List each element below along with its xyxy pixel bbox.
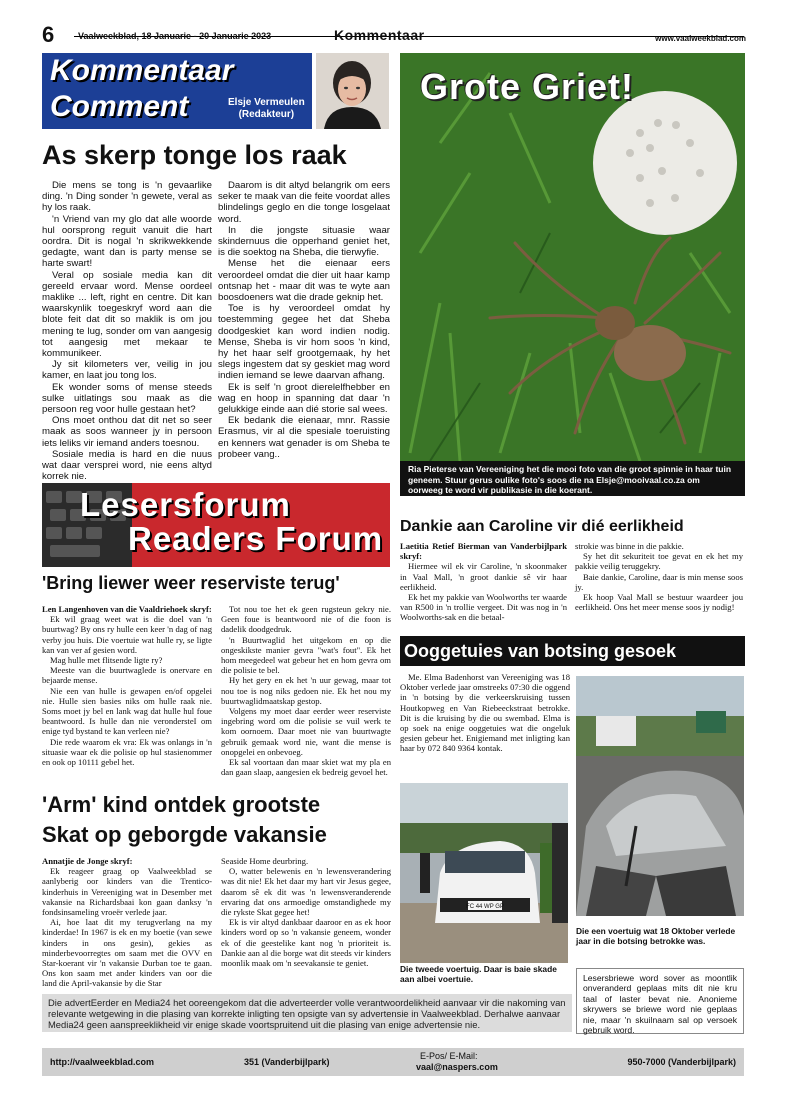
- spider-caption: Ria Pieterse van Vereeniging het die mooi foto van die groot spinnie in haar tuin geneem. Stuur gerus oulike foto's soos die na Elsje@mooivaal.co.za om oorweeg te word vir publikasie in die koerant.: [400, 461, 745, 496]
- footer-bar: [42, 1048, 744, 1076]
- paragraph: Ons moet onthou dat dit net so seer maak as soos wanneer jy in persoon iets leliks vir iemand anders toesnou.: [42, 415, 212, 449]
- footer-email-label: E-Pos/ E-Mail:: [420, 1051, 478, 1061]
- letter-author: Annatjie de Jonge skryf:: [42, 856, 133, 866]
- comment-title: Comment: [50, 90, 189, 123]
- arm-column-1: [42, 856, 212, 989]
- crash-photo-2: [400, 783, 568, 963]
- paragraph: Toe is hy veroordeel omdat hy toestemming gegee het dat Sheba doodgeskiet kan word indien nodig. Mense, Sheba is vir hom soos 'n kind, hy het haar self grootgemaak, hy het slegs ingestem dat sy geskiet mag word indien iemand se lewe daarvan afhang.: [218, 303, 390, 382]
- masthead-url[interactable]: www.vaalweekblad.com: [655, 34, 746, 43]
- paragraph: Nie een van hulle is gewapen en/of opgelei nie. Hulle sien basies niks om hulle raak nie. Soms moet jy bel en lank wag dat hulle hul foue beantwoord. Is hulle dan nie verondersteI om enige tyd bystand te kan verleen nie?: [42, 685, 212, 737]
- paragraph: Ek sal voortaan dan maar skiet wat my pla en dan gaan slaap, aangesien ek bedreig gevoel het.: [221, 757, 391, 778]
- advertiser-disclaimer: Die advertEerder en Media24 het ooreengekom dat die adverteerder volle verantwoordelikheid aanvaar vir die nakoming van relevante wetgewing in die plasing van korrekte inligting ten opsigte van sy advertensie in Vaalweekblad. Derhalwe aanvaar Media24 geen aanspreeklikheid vir enige skade voortspruitend uit die plasing van enige advertensie nie.: [42, 994, 572, 1032]
- paragraph: Ek wonder soms of mense steeds sulke uitlatings sou maak as die persoon reg voor hulle gestaan het?: [42, 381, 212, 416]
- editor-byline: [228, 97, 305, 120]
- editor-photo: [316, 53, 389, 129]
- paragraph: Veral op sosiale media kan dit gereeld ervaar word. Mense oordeel maklike ... left, right en centre. Dit kan waarskynlik toegeskryf word aan die blote feit dat dit so maklik is om jou mening te lug, sonder om van aangesig tot aangesig met mekaar te kommunikeer.: [42, 269, 212, 360]
- bring-column-1: [42, 604, 212, 784]
- paragraph: Hiermee wil ek vir Caroline, 'n skoonmaker in Vaal Mall, 'n groot dankie sê vir haar eerlikheid.: [400, 561, 567, 592]
- paragraph: Volgens my moet daar eerder weer reserviste ingebring word om die polisie se vuil werk te kom oornoem. Daar moet nie van buurtwagte gebruik gemaak word nie, want die mense is onopgelei en onbevoeg.: [221, 706, 391, 757]
- paragraph: Die mens se tong is 'n gevaarlike ding. 'n Ding sonder 'n gewete, veral as hy los raak.: [42, 180, 212, 214]
- bring-headline: 'Bring liewer weer reserviste terug': [42, 573, 340, 593]
- spider-photo: [400, 53, 745, 461]
- footer-phone-1: 351 (Vanderbijlpark): [244, 1057, 330, 1067]
- paragraph: Sy het dit sekuriteit toe gevat en ek het my pakkie veilig teruggekry.: [575, 551, 743, 572]
- paragraph: Ek wil graag weet wat is die doel van 'n buurtwag? By ons ry hulle een keer 'n dag of nag verby jou huis. Die voertuie wat hulle ry, se ligte kan van ver af gesien word.: [42, 614, 212, 655]
- paragraph: In die jongste situasie waar skindernuus die opperhand geniet het, is die soektog na Sheba, die tierwyfie.: [218, 224, 390, 259]
- kommentaar-title: Kommentaar: [50, 54, 234, 87]
- crash-photo-1: [576, 676, 744, 916]
- paragraph: Ek reageer graag op Vaalweekblad se aanlyberig oor kinders van die Trentico-kinderhuis in Vereeniging wat in Desember met vakansie na Richardsbaai kon gaan danksy 'n fondsinsameling vroeër verlede jaar.: [42, 866, 212, 918]
- paragraph: Meeste van die buurtwaglede is onervare en bejaarde mense.: [42, 665, 212, 686]
- paragraph: Sosiale media is hard en die nuus wat daar versprei word, nie eens altyd korrek nie.: [42, 448, 212, 483]
- ooggetuies-body: [400, 672, 570, 772]
- footer-email[interactable]: vaal@naspers.com: [416, 1062, 498, 1072]
- paragraph: Tot nou toe het ek geen rugsteun gekry nie. Geen foue is beantwoord nie of die foon is dadelik doodgedruk.: [221, 604, 391, 635]
- crash-caption-1: Die een voertuig wat 18 Oktober verlede jaar in die botsing betrokke was.: [576, 926, 736, 946]
- dankie-headline: Dankie aan Caroline vir dié eerlikheid: [400, 518, 684, 535]
- readers-forum-title: Readers Forum: [128, 520, 384, 557]
- paragraph: Ek bedank die eienaar, mnr. Rassie Erasmus, vir al die spesiale toeruisting en kenners wat genader is om Sheba te probeer vang..: [218, 415, 390, 460]
- paragraph: Mag hulle met flitsende ligte ry?: [50, 655, 163, 666]
- footer-phone-2: 950-7000 (Vanderbijlpark): [627, 1057, 736, 1067]
- paragraph: Ek is vir altyd dankbaar daaroor en as ek hoor kinders word op so 'n vakansie geneem, wonder ek of die geestelike kant nog 'n prioriteit is. Dankie aan al die borge wat dit steeds vir kinders moonlik maak om 'n seevakansie te geniet.: [221, 917, 391, 969]
- paragraph: Me. Elma Badenhorst van Vereeniging was 18 Oktober verlede jaar omstreeks 07:30 die oggend in 'n botsing by die verkeerskruising tussen Houtkopweg en Van Riebeeckstraat betrokke. Dit is die kruising by die ou swembad. Elma is op soek na enige ooggetuies wat die ongeluk gesien gebeur het. Enigiemand met inligting kan haar by 072 840 9364 kontak.: [400, 672, 570, 754]
- editorial-column-2: [218, 180, 390, 470]
- ooggetuies-headline: Ooggetuies van botsing gesoek: [404, 641, 677, 661]
- paragraph: Daarom is dit altyd belangrik om eers seker te maak van die feite voordat alles blindelings geglo en die tonge losgelaat word.: [218, 180, 390, 225]
- paragraph: Die rede waarom ek vra: Ek was onlangs in 'n situasie waar ek die polisie op hul stasienommer en ook op 10111 gebel het.: [42, 736, 212, 768]
- editorial-headline: As skerp tonge los raak: [42, 140, 347, 170]
- paragraph: Ek is self 'n groot dierelelfhebber en wag en hoop in spanning dat daar 'n gelukkige einde aan dié storie sal wees.: [218, 381, 390, 416]
- editor-role: (Redakteur): [238, 108, 295, 120]
- paragraph: strokie was binne in die pakkie.: [575, 541, 684, 551]
- letter-author: Len Langenhoven van die Vaaldriehoek skryf:: [42, 604, 212, 614]
- letters-policy-note: Lesersbriewe word sover as moontlik onveranderd geplaas mits dit nie kru taal of laster bevat nie. Anonieme skrywers se briewe word nie geplaas nie, maar 'n skuilnaam sal op versoek gebruik word.: [576, 968, 744, 1034]
- lesersforum-title: Lesersforum: [80, 486, 291, 523]
- crash-caption-2: Die tweede voertuig. Daar is baie skade aan albei voertuie.: [400, 964, 557, 984]
- paragraph: Ai, hoe laat dit my terugverlang na my kinderdae! In 1967 is ek en my boetie (van sewe kinders in ons gesin), gekies as minderbevoorregtes om saam met die OVV en Star-koerant vir 'n vakansie Durban toe te gaan. Ons kon saam met ander kinders van oor die land die April-vakansie by die Star: [42, 917, 212, 989]
- paragraph: Jy sit kilometers ver, veilig in jou kamer, en laat jou tong los.: [42, 359, 212, 382]
- arm-headline: [42, 790, 392, 850]
- arm-headline-line-2: Skat op geborgde vakansie: [42, 822, 327, 847]
- grote-griet-title: Grote Griet!: [420, 66, 635, 107]
- dankie-column-1: [400, 541, 567, 621]
- section-title: Kommentaar: [334, 27, 425, 43]
- bring-column-2: [221, 604, 391, 784]
- paragraph: Baie dankie, Caroline, daar is min mense soos jy.: [575, 571, 743, 592]
- page-number: 6: [42, 22, 55, 47]
- paragraph: O, watter belewenis en 'n lewensverandering was dit nie! Ek het daar my hart vir Jesus gegee, daarom sê ek dit was 'n lewensveranderende ervaring dat ons armoedige omstandighede my die rykste Skat gegee het!: [221, 866, 391, 918]
- arm-headline-line-1: 'Arm' kind ontdek grootste: [42, 792, 321, 817]
- paragraph: Ek het my pakkie van Woolworths ter waarde van R500 in 'n trollie vergeet. Dit was nog in 'n Woolworths-sak en die betaal-: [400, 592, 567, 623]
- dankie-column-2: [575, 541, 743, 621]
- paragraph: Seaside Home deurbring.: [221, 856, 309, 866]
- editorial-column-1: [42, 180, 212, 483]
- footer-url[interactable]: http://vaalweekblad.com: [50, 1057, 155, 1067]
- arm-column-2: [221, 856, 391, 986]
- paragraph: Ek hoop Vaal Mall se bestuur waardeer jou eerlikheid. Ons het meer mense soos jy nodig!: [575, 592, 743, 613]
- paragraph: Hy het gery en ek het 'n uur gewag, maar tot nou toe is nog niks gedoen nie. Ek het nou my buurtwaglidmaatskap gestop.: [221, 675, 391, 706]
- issue-date: Vaalweekblad, 18 Januarie - 20 Januarie 2023: [78, 31, 272, 41]
- letter-author: Laetitia Retief Bierman van Vanderbijlpark skryf:: [400, 541, 567, 562]
- paragraph: 'n Vriend van my glo dat alle woorde hul oorsprong reguit vanuit die hart oordra. Dit is nogal 'n skrikwekkende gedagte, want dan is party mense se harte swart!: [42, 213, 212, 270]
- editor-name: Elsje Vermeulen: [228, 97, 305, 108]
- paragraph: Mense het die eienaar eers veroordeel omdat die dier uit haar kamp ontsnap het - maar dit was te wyte aan boosdoeners wat die drade geknip het.: [218, 258, 390, 304]
- paragraph: 'n Buurtwaglid het uitgekom en op die ongeskikste manier gevra "wat's fout". Ek het hom meegedeel wat gebeur het en hom gevra om die polisie te bel.: [221, 634, 391, 676]
- license-plate: FC 44 WP GP: [466, 904, 504, 910]
